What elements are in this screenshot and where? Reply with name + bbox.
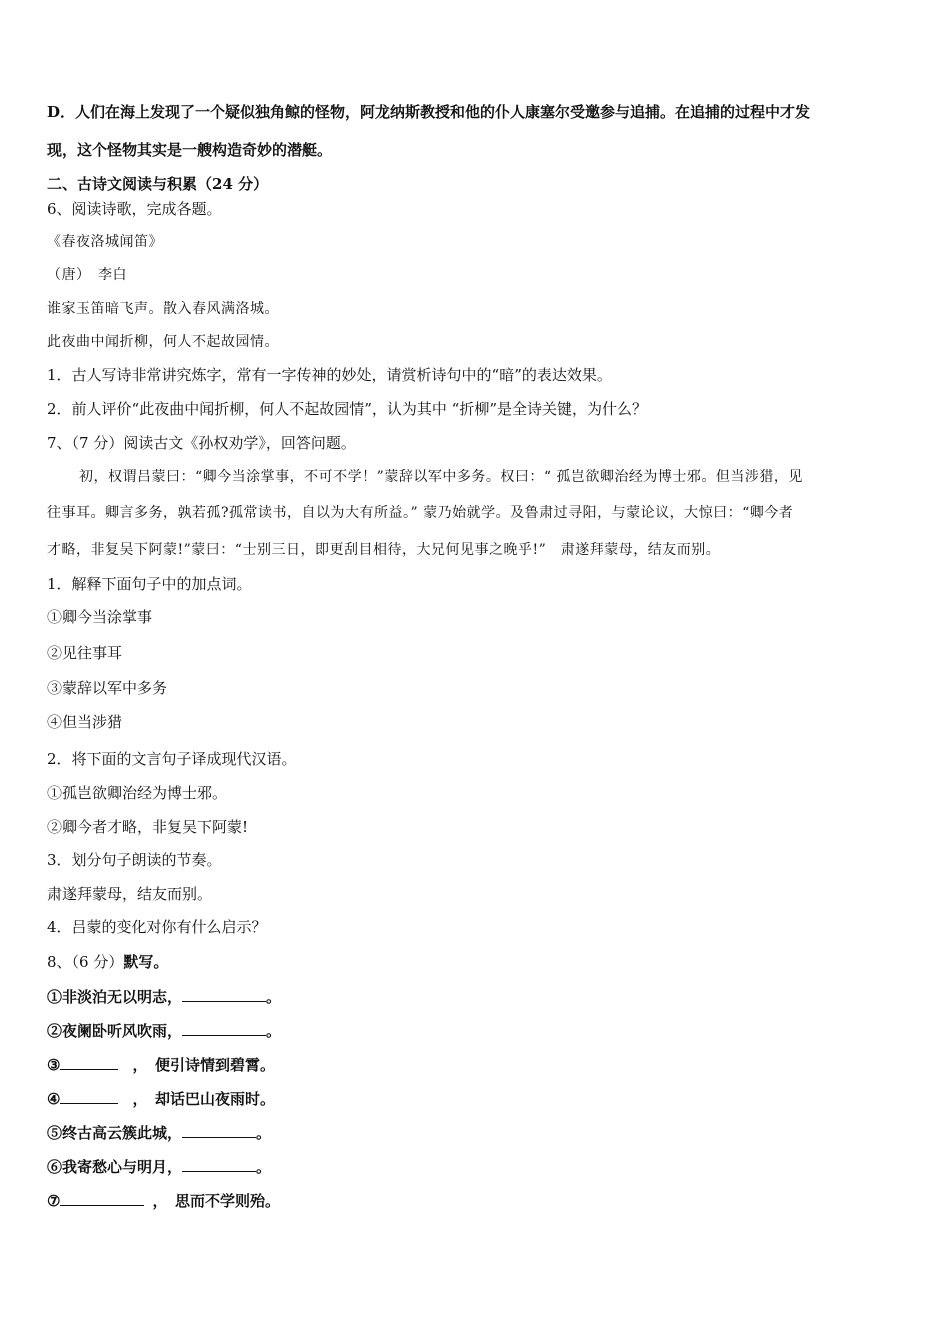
q8-prompt: [47, 951, 168, 973]
dictation-item: [47, 1189, 280, 1212]
item-text-after: 。: [266, 1022, 282, 1040]
item-mark: ②: [47, 1022, 63, 1040]
passage-line-1: 初，权谓吕蒙曰：“卿今当涂掌事，不可不学！”蒙辞以军中多务。权曰：“ 孤岂欲卿治经为博士邪。但当涉猎，见: [79, 469, 803, 485]
answer-blank[interactable]: [60, 1053, 118, 1070]
dictation-item: [47, 985, 281, 1008]
item-text-after: ， 思而不学则殆。: [152, 1192, 280, 1210]
q7-prompt: 7、（7 分）阅读古文《孙权劝学》，回答问题。: [47, 434, 356, 452]
item-text-after: 。: [256, 1158, 272, 1176]
item-text-after: ， 却话巴山夜雨时。: [132, 1090, 275, 1108]
q7-sub1-item-3: ③蒙辞以军中多务: [47, 679, 168, 697]
item-text-after: 。: [256, 1124, 272, 1142]
item-mark: ③: [47, 1056, 61, 1074]
answer-blank[interactable]: [60, 1189, 144, 1206]
item-mark: ①: [47, 988, 63, 1006]
dictation-item: [47, 1053, 275, 1076]
q6-sub-question-2: 2．前人评价“此夜曲中闻折柳，何人不起故园情”，认为其中 “折柳”是全诗关键，为什么？: [47, 400, 647, 418]
q7-sub2-item-1: ①孤岂欲卿治经为博士邪。: [47, 784, 228, 802]
q7-sub-question-4: 4．吕蒙的变化对你有什么启示？: [47, 918, 267, 936]
item-text-before: 非淡泊无以明志，: [62, 988, 183, 1006]
dictation-item: [47, 1087, 275, 1110]
poem-line-2: 此夜曲中闻折柳，何人不起故园情。: [47, 334, 279, 350]
q5-option-d-line2: 现，这个怪物其实是一艘构造奇妙的潜艇。: [47, 141, 333, 159]
q5-option-d-line1: D．人们在海上发现了一个疑似独角鲸的怪物，阿龙纳斯教授和他的仆人康塞尔受邀参与追捕。在追捕的过程中才发: [47, 103, 811, 121]
dictation-item: [47, 1121, 271, 1144]
q6-prompt: 6、阅读诗歌，完成各题。: [47, 200, 222, 218]
item-text-before: 我寄愁心与明月，: [62, 1158, 183, 1176]
q8-prompt-text: 默写。: [123, 953, 169, 971]
q7-sub3-sentence: 肃遂拜蒙母，结友而别。: [47, 885, 213, 903]
item-text-after: 。: [266, 988, 282, 1006]
q7-sub1-item-1: ①卿今当涂掌事: [47, 608, 153, 626]
passage-line-2: 往事耳。卿言多务，孰若孤?孤常读书，自以为大有所益。” 蒙乃始就学。及鲁肃过寻阳，与蒙论议，大惊曰：“卿今者: [47, 505, 794, 521]
poem-title: 《春夜洛城闻笛》: [47, 234, 163, 250]
section-heading: 二、古诗文阅读与积累（24 分）: [47, 175, 269, 193]
item-mark: ⑦: [47, 1192, 61, 1210]
answer-blank[interactable]: [182, 1019, 266, 1036]
item-mark: ⑤: [47, 1124, 63, 1142]
q7-sub-question-1: 1．解释下面句子中的加点词。: [47, 575, 252, 593]
answer-blank[interactable]: [60, 1087, 118, 1104]
q7-sub1-item-2: ②见往事耳: [47, 644, 123, 662]
q7-sub-question-3: 3．划分句子朗读的节奏。: [47, 851, 222, 869]
answer-blank[interactable]: [182, 985, 266, 1002]
q6-sub-question-1: 1．古人写诗非常讲究炼字，常有一字传神的妙处，请赏析诗句中的“暗”的表达效果。: [47, 366, 612, 384]
item-mark: ④: [47, 1090, 61, 1108]
q8-prompt-number: 8、（6 分）: [47, 953, 124, 971]
passage-line-3: 才略，非复吴下阿蒙!”蒙曰：“士别三日，即更刮目相待，大兄何见事之晚乎!” 肃遂拜蒙母，结友而别。: [47, 542, 721, 558]
item-text-before: 夜阑卧听风吹雨，: [62, 1022, 183, 1040]
item-text-before: 终古高云簇此城，: [62, 1124, 183, 1142]
item-mark: ⑥: [47, 1158, 63, 1176]
answer-blank[interactable]: [182, 1155, 256, 1172]
dictation-item: [47, 1019, 281, 1042]
answer-blank[interactable]: [182, 1121, 256, 1138]
poem-line-1: 谁家玉笛暗飞声。散入春风满洛城。: [47, 301, 279, 317]
q7-sub2-item-2: ②卿今者才略，非复吴下阿蒙!: [47, 818, 249, 836]
q7-sub1-item-4: ④但当涉猎: [47, 713, 123, 731]
q7-sub-question-2: 2．将下面的文言句子译成现代汉语。: [47, 750, 297, 768]
item-text-after: ， 便引诗情到碧霄。: [132, 1056, 275, 1074]
dictation-item: [47, 1155, 271, 1178]
poem-author: （唐） 李白: [47, 267, 127, 283]
